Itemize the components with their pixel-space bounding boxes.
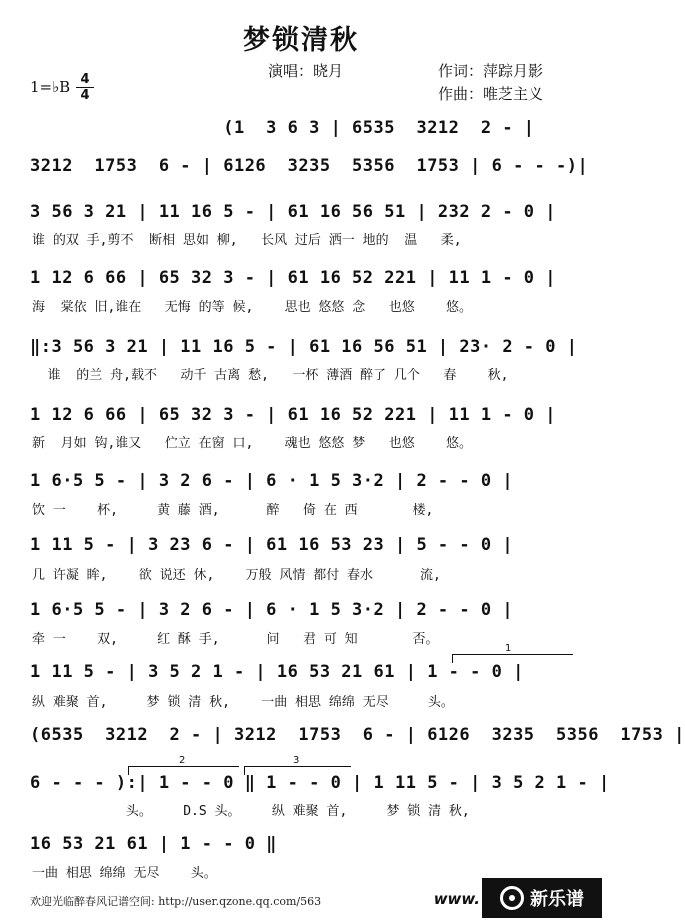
lyrics-row-3: 谁 的兰 舟,载不 动千 古离 愁, 一杯 薄酒 醉了 几个 春 秋, — [32, 368, 509, 383]
key-signature: 1=♭B — [30, 78, 71, 96]
time-signature-bottom: 4 — [80, 88, 90, 103]
score-row-1: 3 56 3 21 | 11 16 5 - | 61 16 56 51 | 232 2 - 0 | — [30, 202, 557, 222]
lyrics-row-8: 纵 难聚 首, 梦 锁 清 秋, 一曲 相思 绵绵 无尽 头。 — [32, 695, 454, 710]
volta-bracket-3 — [244, 755, 351, 775]
volta-bracket-1 — [452, 643, 573, 663]
lyrics-row-10: 一曲 相思 绵绵 无尽 头。 — [32, 866, 217, 881]
brand-logo — [482, 878, 602, 918]
lyrics-row-7: 牵 一 双, 红 酥 手, 问 君 可 知 否。 — [32, 632, 439, 647]
time-signature — [76, 73, 94, 102]
score-row-6: 1 11 5 - | 3 23 6 - | 61 16 53 23 | 5 - - 0 | — [30, 535, 514, 555]
lyrics-row-1: 谁 的双 手,剪不 断相 思如 柳, 长风 过后 洒一 地的 温 柔, — [32, 233, 462, 248]
composer-credit: 作曲：唯芝主义 — [438, 85, 544, 103]
volta-number-2: 2 — [179, 755, 186, 766]
score-row-9: 6 - - - ):| 1 - - 0 ‖ 1 - - 0 | 1 11 5 - | 3 5 2 1 - | — [30, 773, 610, 793]
lyrics-row-2: 海 棠依 旧,谁在 无悔 的等 候, 思也 悠悠 念 也悠 悠。 — [32, 300, 473, 315]
score-row-interlude: (6535 3212 2 - | 3212 1753 6 - | 6126 3235 5356 1753 | — [30, 725, 685, 745]
volta-number-3: 3 — [293, 755, 300, 766]
time-signature-top: 4 — [80, 72, 90, 87]
lyricist-credit: 作词：萍踪月影 — [438, 62, 544, 80]
score-row-5: 1 6·5 5 - | 3 2 6 - | 6 · 1 5 3·2 | 2 - - 0 | — [30, 471, 514, 491]
lyrics-row-9: 头。 D.S 头。 纵 难聚 首, 梦 锁 清 秋, — [32, 804, 470, 819]
lyrics-row-4: 新 月如 钩,谁又 伫立 在窗 口, 魂也 悠悠 梦 也悠 悠。 — [32, 436, 473, 451]
score-row-4: 1 12 6 66 | 65 32 3 - | 61 16 52 221 | 11 1 - 0 | — [30, 405, 557, 425]
score-row-intro-1: (1 3 6 3 | 6535 3212 2 - | — [30, 118, 535, 138]
lyrics-row-6: 几 许凝 眸, 欲 说还 休, 万般 风情 都付 春水 流, — [32, 568, 441, 583]
score-row-7: 1 6·5 5 - | 3 2 6 - | 6 · 1 5 3·2 | 2 - - 0 | — [30, 600, 514, 620]
score-row-2: 1 12 6 66 | 65 32 3 - | 61 16 52 221 | 11 1 - 0 | — [30, 268, 557, 288]
volta-number-1: 1 — [505, 643, 512, 654]
watermark-www: www. — [433, 890, 480, 908]
score-row-10: 16 53 21 61 | 1 - - 0 ‖ — [30, 834, 277, 854]
singer-credit: 演唱：晓月 — [268, 62, 344, 80]
song-title: 梦锁清秋 — [243, 25, 359, 56]
score-row-3: ‖:3 56 3 21 | 11 16 5 - | 61 16 56 51 | 23· 2 - 0 | — [30, 337, 578, 357]
record-disc-icon — [500, 886, 524, 910]
brand-name: 新乐谱 — [530, 889, 584, 910]
lyrics-row-5: 饮 一 杯, 黄 藤 酒, 醉 倚 在 西 楼, — [32, 503, 434, 518]
footer-text: 欢迎光临醉春风记谱空间: http://user.qzone.qq.com/563 — [30, 895, 322, 908]
volta-bracket-2 — [128, 755, 239, 775]
score-row-8: 1 11 5 - | 3 5 2 1 - | 16 53 21 61 | 1 - - 0 | — [30, 662, 524, 682]
score-row-intro-2: 3212 1753 6 - | 6126 3235 5356 1753 | 6 - - -)| — [30, 156, 589, 176]
